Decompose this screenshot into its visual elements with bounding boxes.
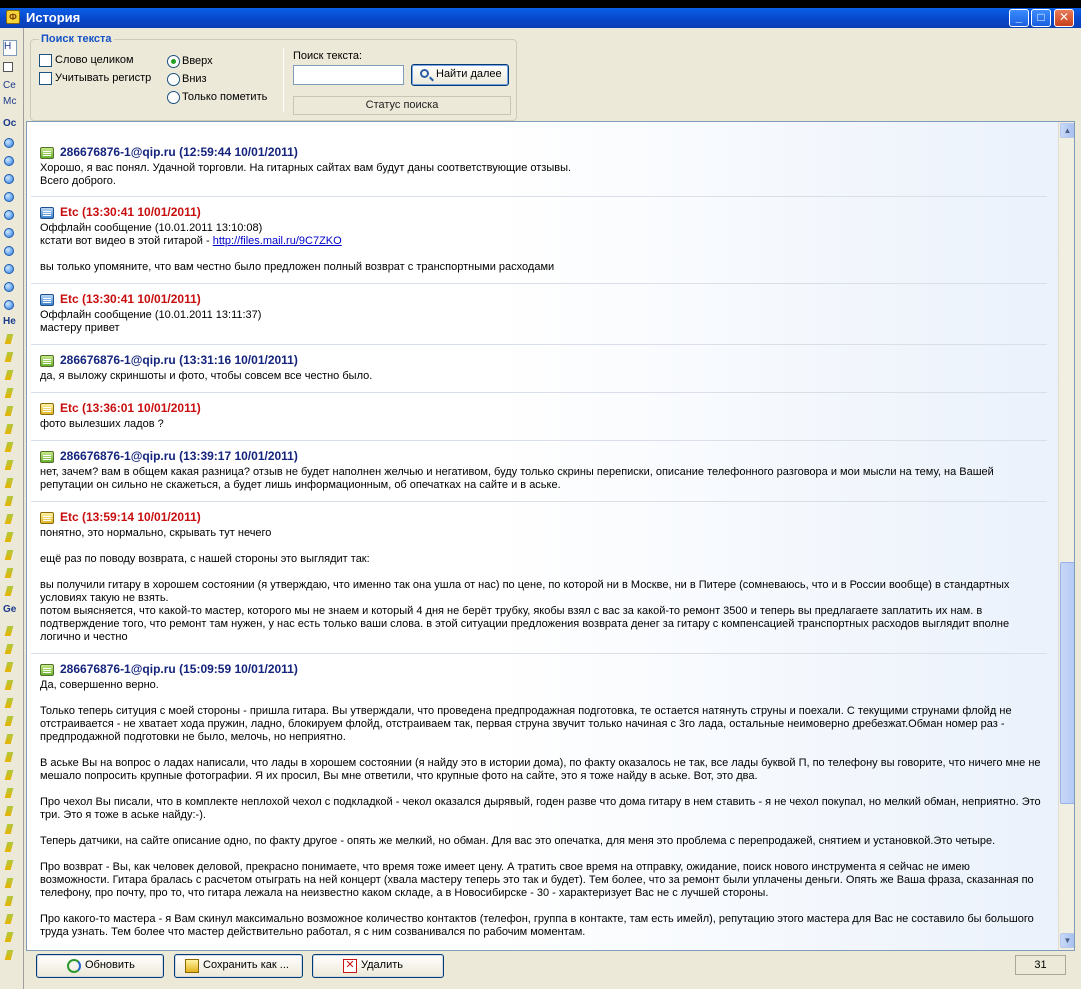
message-line: Только теперь ситуция с моей стороны - пришла гитара. Вы утверждали, что проведена предпродажная подготовка, те остается натянуть струны и поехали. С текущими струнами флойд не xyxy=(40,705,1012,717)
contact-pencil-icon[interactable] xyxy=(5,734,14,744)
message-header: Etc (13:30:41 10/01/2011) xyxy=(60,292,201,306)
contact-status-icon[interactable] xyxy=(4,264,14,274)
mark-only-label: Только пометить xyxy=(182,91,268,103)
message-line: Про какого-то мастера - я Вам скинул максимально возможное количество контактов (телефон, группа в контакте, там есть имейл), репутацию этого мастера для Вас не составило бы большого xyxy=(40,913,1034,925)
search-group-title: Поиск текста xyxy=(41,33,112,45)
contact-pencil-icon[interactable] xyxy=(5,680,14,690)
search-text-label: Поиск текста: xyxy=(293,50,363,62)
contact-pencil-icon[interactable] xyxy=(5,788,14,798)
outgoing-message-icon xyxy=(40,512,54,524)
contact-pencil-icon[interactable] xyxy=(5,424,14,434)
message-separator xyxy=(31,501,1047,502)
message-link[interactable]: http://files.mail.ru/9C7ZKO xyxy=(212,235,342,247)
contact-pencil-icon[interactable] xyxy=(5,662,14,672)
contact-status-icon[interactable] xyxy=(4,192,14,202)
contact-pencil-icon[interactable] xyxy=(5,644,14,654)
message-line: вы только упомяните, что вам честно было предложен полный возврат с транспортными расходами xyxy=(40,261,555,273)
strip-label-3: Ос xyxy=(3,118,17,129)
contact-pencil-icon[interactable] xyxy=(5,914,14,924)
message-line: телефону, про почту, про то, что гитара лежала на неизвестно каком складе, а в Новосибирске - 30 - характеризует Вас не с лучшей стороны. xyxy=(40,887,769,899)
title-bar[interactable] xyxy=(0,8,1081,28)
window-title: История xyxy=(26,10,81,25)
message-line: потом выясняется, что какой-то мастер, которого мы не знаем и который 4 дня не берёт трубку, якобы взял с вас за какой-то ремонт 3500 и теперь вы предлагаете заплатить их нам. в xyxy=(40,605,983,617)
message-header: Etc (13:30:41 10/01/2011) xyxy=(60,205,201,219)
message-line xyxy=(40,235,1050,248)
contact-pencil-icon[interactable] xyxy=(5,370,14,380)
contact-status-icon[interactable] xyxy=(4,282,14,292)
scroll-up-arrow[interactable]: ▲ xyxy=(1060,123,1075,138)
message-line: понятно, это нормально, скрывать тут нечего xyxy=(40,527,272,539)
message-line: вы получили гитару в хорошем состоянии (я утверждаю, что именно так она ушла от нас) по цене, по которой ни в Москве, ни в Питере (сомневаюсь, что и в России вообще) в стандартных xyxy=(40,579,1010,591)
contact-pencil-icon[interactable] xyxy=(5,388,14,398)
outgoing-message-icon xyxy=(40,403,54,415)
contact-status-icon[interactable] xyxy=(4,228,14,238)
history-window xyxy=(0,8,1081,989)
save-icon xyxy=(185,959,199,973)
scroll-thumb[interactable] xyxy=(1060,562,1075,804)
message-line: Оффлайн сообщение (10.01.2011 13:10:08) xyxy=(40,222,263,234)
app-icon: Ф xyxy=(6,10,20,24)
message-line: Про возврат - Вы, как человек деловой, прекрасно понимаете, что время тоже имеет цену. А тратить свое время на отправку, ожидание, поиск нового инструмента я сейчас не имею xyxy=(40,861,970,873)
contact-pencil-icon[interactable] xyxy=(5,842,14,852)
message-line: Хорошо, я вас понял. Удачной торговли. На гитарных сайтах вам будут даны соответствующие отзывы. xyxy=(40,162,572,174)
contact-pencil-icon[interactable] xyxy=(5,626,14,636)
whole-word-checkbox[interactable] xyxy=(39,54,52,67)
contact-pencil-icon[interactable] xyxy=(5,496,14,506)
contact-status-icon[interactable] xyxy=(4,174,14,184)
maximize-button[interactable]: □ xyxy=(1031,9,1051,27)
message-header: Etc (13:59:14 10/01/2011) xyxy=(60,510,201,524)
contact-list-strip xyxy=(0,28,24,989)
message-line: Теперь датчики, на сайте описание одно, по факту другое - опять же мелкий, но обман. Для вас это опечатка, для меня это проблема с перепродажей, снятием и установкой.Это четыре. xyxy=(40,835,996,847)
scroll-down-arrow[interactable]: ▼ xyxy=(1060,933,1075,948)
search-icon xyxy=(420,69,429,78)
message-line: ещё раз по поводу возврата, с нашей стороны это выглядит так: xyxy=(40,553,370,565)
message-header: 286676876-1@qip.ru (13:39:17 10/01/2011) xyxy=(60,449,298,463)
message-line: предпродажной подготовки не было, мелочь, но неприятно. xyxy=(40,731,346,743)
contact-pencil-icon[interactable] xyxy=(5,550,14,560)
refresh-icon xyxy=(67,959,81,973)
contact-pencil-icon[interactable] xyxy=(5,932,14,942)
message-line: подтверждение того, что ремонт там нужен, у нас есть только ваши слова. в этой ситуации предложения возврата денег за гитару с компенсацией транспортных расходов выглядит вполне xyxy=(40,618,1010,630)
message-line: три. Это я тоже в аське найду:-). xyxy=(40,809,206,821)
match-case-label: Учитывать регистр xyxy=(55,72,152,84)
message-line: Да, совершенно верно. xyxy=(40,679,159,691)
mark-only-radio[interactable] xyxy=(167,91,180,104)
contact-pencil-icon[interactable] xyxy=(5,352,14,362)
contact-pencil-icon[interactable] xyxy=(5,950,14,960)
message-separator xyxy=(31,283,1047,284)
message-header: Etc (13:36:01 10/01/2011) xyxy=(60,401,201,415)
message-line: условиях такую не взять. xyxy=(40,592,169,604)
refresh-button[interactable] xyxy=(36,954,164,978)
direction-down-label: Вниз xyxy=(182,73,207,85)
delete-label: Удалить xyxy=(361,959,403,971)
message-header: 286676876-1@qip.ru (13:31:16 10/01/2011) xyxy=(60,353,298,367)
contact-status-icon[interactable] xyxy=(4,210,14,220)
message-line: Оффлайн сообщение (10.01.2011 13:11:37) xyxy=(40,309,262,321)
direction-up-radio[interactable] xyxy=(167,55,180,68)
contact-pencil-icon[interactable] xyxy=(5,568,14,578)
contact-status-icon[interactable] xyxy=(4,300,14,310)
strip-label-4: Не xyxy=(3,316,16,327)
strip-label-1: Се xyxy=(3,80,16,91)
strip-label-2: Мс xyxy=(3,96,17,107)
message-line: отстраивается - не хватает хода пружин, ладно, блокируем флойд, отстраиваем так, первая струна звучит только начиная с 3го лада, остальные неимоверно дребезжат.Обман номер раз - xyxy=(40,718,1005,730)
message-line: фото вылезших ладов ? xyxy=(40,418,164,430)
message-line: возможности. Гитара бралась с расчетом отыграть на ней концерт (хвала мастеру теперь это так и будет). Тем более, что за ремонт были уплачены деньги. Опять же Ваша фраза, сказанная по xyxy=(40,874,1034,886)
message-line: Всего доброго. xyxy=(40,175,116,187)
incoming-message-icon xyxy=(40,147,54,159)
contact-pencil-icon[interactable] xyxy=(5,442,14,452)
search-options-group xyxy=(30,33,517,121)
strip-checkbox[interactable] xyxy=(3,62,13,72)
incoming-message-icon xyxy=(40,664,54,676)
direction-down-radio[interactable] xyxy=(167,73,180,86)
contact-pencil-icon[interactable] xyxy=(5,478,14,488)
contact-pencil-icon[interactable] xyxy=(5,532,14,542)
message-separator xyxy=(31,653,1047,654)
search-divider xyxy=(283,48,284,112)
incoming-message-icon xyxy=(40,451,54,463)
search-status: Статус поиска xyxy=(293,96,511,115)
message-separator xyxy=(31,344,1047,345)
contact-pencil-icon[interactable] xyxy=(5,824,14,834)
contact-pencil-icon[interactable] xyxy=(5,460,14,470)
direction-up-label: Вверх xyxy=(182,55,213,67)
search-input[interactable] xyxy=(293,65,404,85)
message-separator xyxy=(31,392,1047,393)
message-separator xyxy=(31,196,1047,197)
message-line: логично и честно xyxy=(40,631,128,643)
whole-word-label: Слово целиком xyxy=(55,54,134,66)
message-line: репутации он сильно не скажеться, а будет лишь информационным, об опечатках на сайте и в аське. xyxy=(40,479,561,491)
contact-pencil-icon[interactable] xyxy=(5,896,14,906)
outgoing-message-icon xyxy=(40,294,54,306)
save-as-button[interactable] xyxy=(174,954,303,978)
delete-button[interactable] xyxy=(312,954,444,978)
contact-pencil-icon[interactable] xyxy=(5,586,14,596)
message-header: 286676876-1@qip.ru (12:59:44 10/01/2011) xyxy=(60,145,298,159)
match-case-checkbox[interactable] xyxy=(39,72,52,85)
close-button[interactable]: ✕ xyxy=(1054,9,1074,27)
message-header: 286676876-1@qip.ru (15:09:59 10/01/2011) xyxy=(60,662,298,676)
incoming-message-icon xyxy=(40,355,54,367)
outgoing-message-icon xyxy=(40,207,54,219)
find-next-button[interactable] xyxy=(411,64,509,86)
contact-pencil-icon[interactable] xyxy=(5,514,14,524)
message-separator xyxy=(31,440,1047,441)
minimize-button[interactable]: _ xyxy=(1009,9,1029,27)
contact-pencil-icon[interactable] xyxy=(5,752,14,762)
contact-pencil-icon[interactable] xyxy=(5,770,14,780)
message-line: мешало попросить крупные фотографии. Я их просил, Вы мне ответили, что крупные фото на сайте, это я тоже найду в аське. Вот, это два. xyxy=(40,770,758,782)
contact-status-icon[interactable] xyxy=(4,138,14,148)
contact-pencil-icon[interactable] xyxy=(5,334,14,344)
delete-icon: ✕ xyxy=(343,959,357,973)
contact-pencil-icon[interactable] xyxy=(5,860,14,870)
message-count: 31 xyxy=(1015,955,1066,975)
contact-status-icon[interactable] xyxy=(4,246,14,256)
message-line: да, я выложу скриншоты и фото, чтобы совсем все честно было. xyxy=(40,370,373,382)
contact-pencil-icon[interactable] xyxy=(5,716,14,726)
refresh-label: Обновить xyxy=(85,959,135,971)
strip-label-5: Ge xyxy=(3,604,17,615)
message-line-text: кстати вот видео в этой гитарой - xyxy=(40,235,213,247)
message-line: Про чехол Вы писали, что в комплекте неплохой чехол с подкладкой - чекол оказался дырявый, годен разве что дома гитару в нем ставить - я не чехол покупал, но мелкий обман, неприятно. Это xyxy=(40,796,1041,808)
history-scrollbar[interactable] xyxy=(1058,122,1075,950)
contact-pencil-icon[interactable] xyxy=(5,406,14,416)
find-next-label: Найти далее xyxy=(436,68,502,80)
contact-status-icon[interactable] xyxy=(4,156,14,166)
strip-input[interactable]: Н xyxy=(3,40,17,56)
message-line: труда узнать. Тем более что мастер действительно работал, я с ним созванивался по рабочим моментам. xyxy=(40,926,586,938)
message-line: мастеру привет xyxy=(40,322,120,334)
save-as-label: Сохранить как ... xyxy=(203,959,289,971)
contact-pencil-icon[interactable] xyxy=(5,806,14,816)
contact-pencil-icon[interactable] xyxy=(5,698,14,708)
contact-pencil-icon[interactable] xyxy=(5,878,14,888)
message-line: нет, зачем? вам в общем какая разница? отзыв не будет наполнен желчью и негативом, буду только скрины переписки, описание телефонного разговора и мои мысли на тему, на Вашей xyxy=(40,466,994,478)
message-history[interactable] xyxy=(26,121,1075,951)
message-line: В аське Вы на вопрос о ладах написали, что лады в хорошем состоянии (я найду это в истории дома), по факту оказалось не так, все лады буквой П, по телефону вы говорите, что ничего мне не xyxy=(40,757,1041,769)
